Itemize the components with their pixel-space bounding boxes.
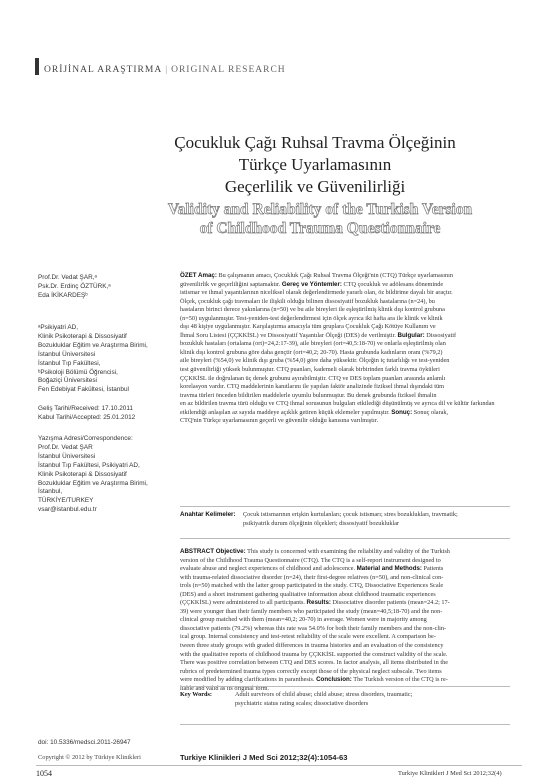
abstract-line: with the qualitative reports of childhood trauma by ÇÇKKİSL supported the construct validity of the scale. (180, 650, 448, 658)
english-keywords (180, 691, 510, 708)
keywords-line: psychiatric status rating scales; dissociative disorders (235, 699, 369, 707)
divider (180, 724, 510, 725)
correspondence-line: İstanbul Tıp Fakültesi, Psikiyatri AD, (38, 461, 140, 469)
divider (180, 686, 510, 687)
keywords-line: Adult survivors of child abuse; child abuse; stress disorders, traumatic; (235, 691, 413, 698)
received-date: Geliş Tarihi/Received: 17.10.2011 (38, 405, 133, 412)
correspondence-line: İstanbul Üniversitesi (38, 452, 96, 460)
abstract-line: (ÇÇKKİSL) were administered to all participants. Results: Dissociative disorder patients (mean=24.2; 17- (180, 599, 450, 607)
affiliation-line: ᵃPsikiyatri AD, (38, 324, 79, 331)
divider (180, 506, 510, 507)
abstract-line: (DES) and a short instrument gathering qualitative information about childhood traumatic experiences (180, 590, 436, 598)
abstract-line: korelasyon vardır. CTQ maddelerinin kanıtlarını ile yapılan faktör analizinde fiziksel ihmal dışındaki tüm (180, 383, 444, 391)
correspondence-line: TÜRKİYE/TURKEY (38, 497, 94, 505)
title-en-line: Validity and Reliability of the Turkish Version (167, 201, 473, 218)
journal-citation: Turkiye Klinikleri J Med Sci 2012;32(4):1054-63 (180, 753, 348, 762)
abstract-line: dissociative patients (79.2%) whereas this rate was 54.0% for both their family members and the non-clin- (180, 624, 447, 632)
abstract-line: etkilendiği anlaşılan az sayıda maddeye açıklık getiren küçük eklemeler yapılmıştır. Sonuç: Sonuç olarak, (180, 408, 449, 416)
running-footer: Turkiye Klinikleri J Med Sci 2012;32(4) (398, 770, 502, 777)
keywords-line: Çocuk istismarının erişkin kurtulanları; çocuk istismarı; stres bozuklukları, travmatik; (243, 511, 458, 518)
abstract-line: ÇÇKKİSL ile doğrulanan üç denek grubunu ayırabilmiştir. CTQ ve DES toplam puanları arasında anlamlı (180, 374, 446, 382)
abstract-line: bozukluk hastaları (ortalama (ort)=24,2:17-39), aile bireyleri (ort=40,5:18-70) ve onlarla eşleştirilmiş olan (180, 340, 446, 348)
accepted-date: Kabul Tarihi/Accepted: 25.01.2012 (38, 413, 136, 421)
affiliation-line: İstanbul Tıp Fakültesi, (38, 359, 101, 367)
abstract-line: test güvenilirliği yüksek bulunmuştur. CTQ puanları, kademeli olarak birbirinden farklı travma öyküleri (180, 366, 440, 374)
abstract-line: ical group. Internal consistency and test-retest reliability of the scale were excellent. A comparison be- (180, 633, 436, 641)
header-bar-mark (35, 58, 39, 75)
affiliation-line: Boğaziçi Üniversitesi (38, 377, 97, 385)
english-abstract (180, 548, 510, 693)
section-header: ORİJİNAL ARAŞTIRMA | ORIGINAL RESEARCH (44, 65, 286, 75)
abstract-line: klinik dışı kontrol grubuna göre daha gençtir (ort=40,2; 20-70). Hasta grubunda kadınların oranı (%79,2) (180, 348, 443, 356)
affiliations (38, 324, 148, 395)
author: Prof.Dr. Vedat ŞAR,ᵃ (38, 274, 97, 281)
abstract-line: istismar ve ihmal yaşantılarının niceliksel olarak değerlendirmede yararlı olan, öz bildirime dayalı bir araçtır. (180, 289, 453, 297)
section-label-tr: ORİJİNAL ARAŞTIRMA (44, 65, 163, 75)
title-turkish (150, 132, 480, 198)
abstract-line: There was positive correlation between CTQ and DES scores. In factor analysis, all items distributed in the (180, 659, 448, 667)
abstract-line: aile bireyleri (%54,0) ve klinik dışı gruba (%54,0) göre daha yüksektir. Ölçeğin iç tutarlılığı ve test-yeniden (180, 357, 450, 365)
abstract-line: travma türleri önceden bildirilen maddelerle uyumlu bulunmuştur. Bu denek grubunda fiziksel ihmalin (180, 391, 437, 399)
turkish-abstract (180, 272, 510, 426)
author: Eda İKİKARDEŞᵇ (38, 291, 88, 299)
abstract-line: clinical group matched with them (mean=40,2; 20-70) in average. Women were in majority among (180, 616, 427, 624)
keywords-label: Anahtar Kelimeler: (180, 511, 236, 518)
divider (180, 538, 510, 539)
abstract-line: CTQ'nin Türkçe uyarlamasının geçerli ve güvenilir olduğu kanısına varılmıştır. (180, 417, 379, 425)
turkish-keywords (180, 511, 510, 528)
copyright: Copyright © 2012 by Türkiye Klinikleri (38, 754, 141, 761)
abstract-line: tween three study groups with graded differences in trauma histories and an evaluation of the consistency (180, 642, 444, 650)
abstract-line: en az bildirilen travma türü olduğu ve CTQ ihmal sorusunun bulguları etkilediği düşünülmüş ve ayrıca dil ve kültür farkından (180, 400, 495, 408)
author: Psk.Dr. Erdinç ÖZTÜRK,ᵃ (38, 282, 111, 290)
footer-divider (36, 765, 522, 766)
abstract-line: hastaların birinci derece yakınlarına (n=50) ve bu aile bireyleri ile eşleştirilmiş klinik dışı kontrol grubuna (180, 306, 445, 314)
abstract-line: liable and valid as its original form. (180, 684, 270, 692)
correspondence-line: İstanbul, (38, 488, 63, 496)
title-en-line: of Childhood Trauma Questionnaire (199, 220, 441, 237)
correspondence-line: Bozukluklar Eğitim ve Araştırma Birimi, (38, 479, 148, 487)
abstract-line: evaluate abuse and neglect experiences of childhood and adolescence. Material and Methods: Patients (180, 565, 444, 573)
keywords-label: Key Words: (180, 691, 213, 698)
abstract-line: ABSTRACT Objective: This study is concerned with examining the reliability and validity of the Turkish (180, 548, 450, 555)
abstract-line: İhmal Soru Listesi (ÇÇKKİSL) ve Dissosiyatif Yaşantılar Ölçeği (DES) de verilmiştir. Bulgular: Dissosiyatif (180, 331, 457, 339)
correspondence-line: Prof.Dr. Vedat ŞAR (38, 443, 93, 451)
abstract-line: güvenilirlik ve geçerliliğini saptamaktır. Gereç ve Yöntemler: CTQ çocukluk ve adölesans döneminde (180, 280, 444, 288)
correspondence-line: Yazışma Adresi/Correspondence: (38, 435, 133, 442)
dates (38, 405, 135, 423)
abstract-line: (n=50) uygulanmıştır. Test-yeniden-test değerlendirmesi için ölçek ayrıca iki hafta ara ile klinik ve klinik (180, 314, 443, 322)
section-label-en: ORIGINAL RESEARCH (171, 65, 286, 75)
correspondence-email[interactable]: vsar@istanbul.edu.tr (38, 506, 97, 514)
title-english (150, 200, 490, 238)
title-tr-line: Çocukluk Çağı Ruhsal Travma Ölçeğinin (174, 133, 456, 152)
abstract-line: dışı 48 kişiye uygulanmıştır. Karşılaştırma amacıyla tüm gruplara Çocukluk Çağı Kötüye Kullanım ve (180, 323, 436, 331)
correspondence-line: Klinik Psikoterapi & Dissosiyatif (38, 470, 127, 478)
page-number: 1054 (36, 769, 52, 778)
abstract-line: ÖZET Amaç: Bu çalışmanın amacı, Çocukluk Çağı Ruhsal Travma Ölçeği'nin (CTQ) Türkçe uyarlamasının (180, 272, 453, 279)
abstract-line: version of the Childhood Trauma Questionnaire (CTQ). The CTQ is a self-report instrument designed to (180, 556, 441, 564)
abstract-line: rubrics of predetermined trauma types correctly except those of the physical neglect subscale. Two items (180, 667, 442, 675)
affiliation-line: Fen Edebiyat Fakültesi, İstanbul (38, 386, 129, 394)
affiliation-line: ᵇPsikoloji Bölümü Öğrencisi, (38, 368, 118, 376)
correspondence (38, 435, 148, 515)
author-list (38, 274, 111, 301)
doi[interactable]: doi: 10.5336/medsci.2011-26947 (38, 739, 131, 746)
abstract-line: were modified by adding clarifications in paranthesis. Conclusion: The Turkish version of the CTQ is re- (180, 676, 448, 684)
title-tr-line: Geçerlilik ve Güvenilirliği (224, 177, 406, 196)
abstract-line: trols (n=50) matched with the latter group participated in the study. CTQ, Dissociative Experiences Scale (180, 582, 444, 590)
keywords-line: psikiyatrik durum ölçeğinin ölçekleri; dissosiyatif bozukluklar (243, 519, 400, 527)
affiliation-line: Klinik Psikoterapi & Dissosiyatif (38, 332, 127, 340)
abstract-line: 39) were younger than their family members who participated the study (mean=40,5;18-70) and the non- (180, 607, 443, 615)
abstract-line: Ölçek, çocukluk çağı travmaları ile ilişkili olduğu bilinen dissosiyatif bozukluk hastalarına (n=24), bu (180, 297, 435, 305)
title-tr-line: Türkçe Uyarlamasının (238, 155, 392, 174)
affiliation-line: İstanbul Üniversitesi (38, 350, 96, 358)
affiliation-line: Bozukluklar Eğitim ve Araştırma Birimi, (38, 341, 148, 349)
abstract-line: with trauma-related dissociative disorder (n=24), their first-degree relatives (n=50), and non-clinical con- (180, 573, 444, 581)
